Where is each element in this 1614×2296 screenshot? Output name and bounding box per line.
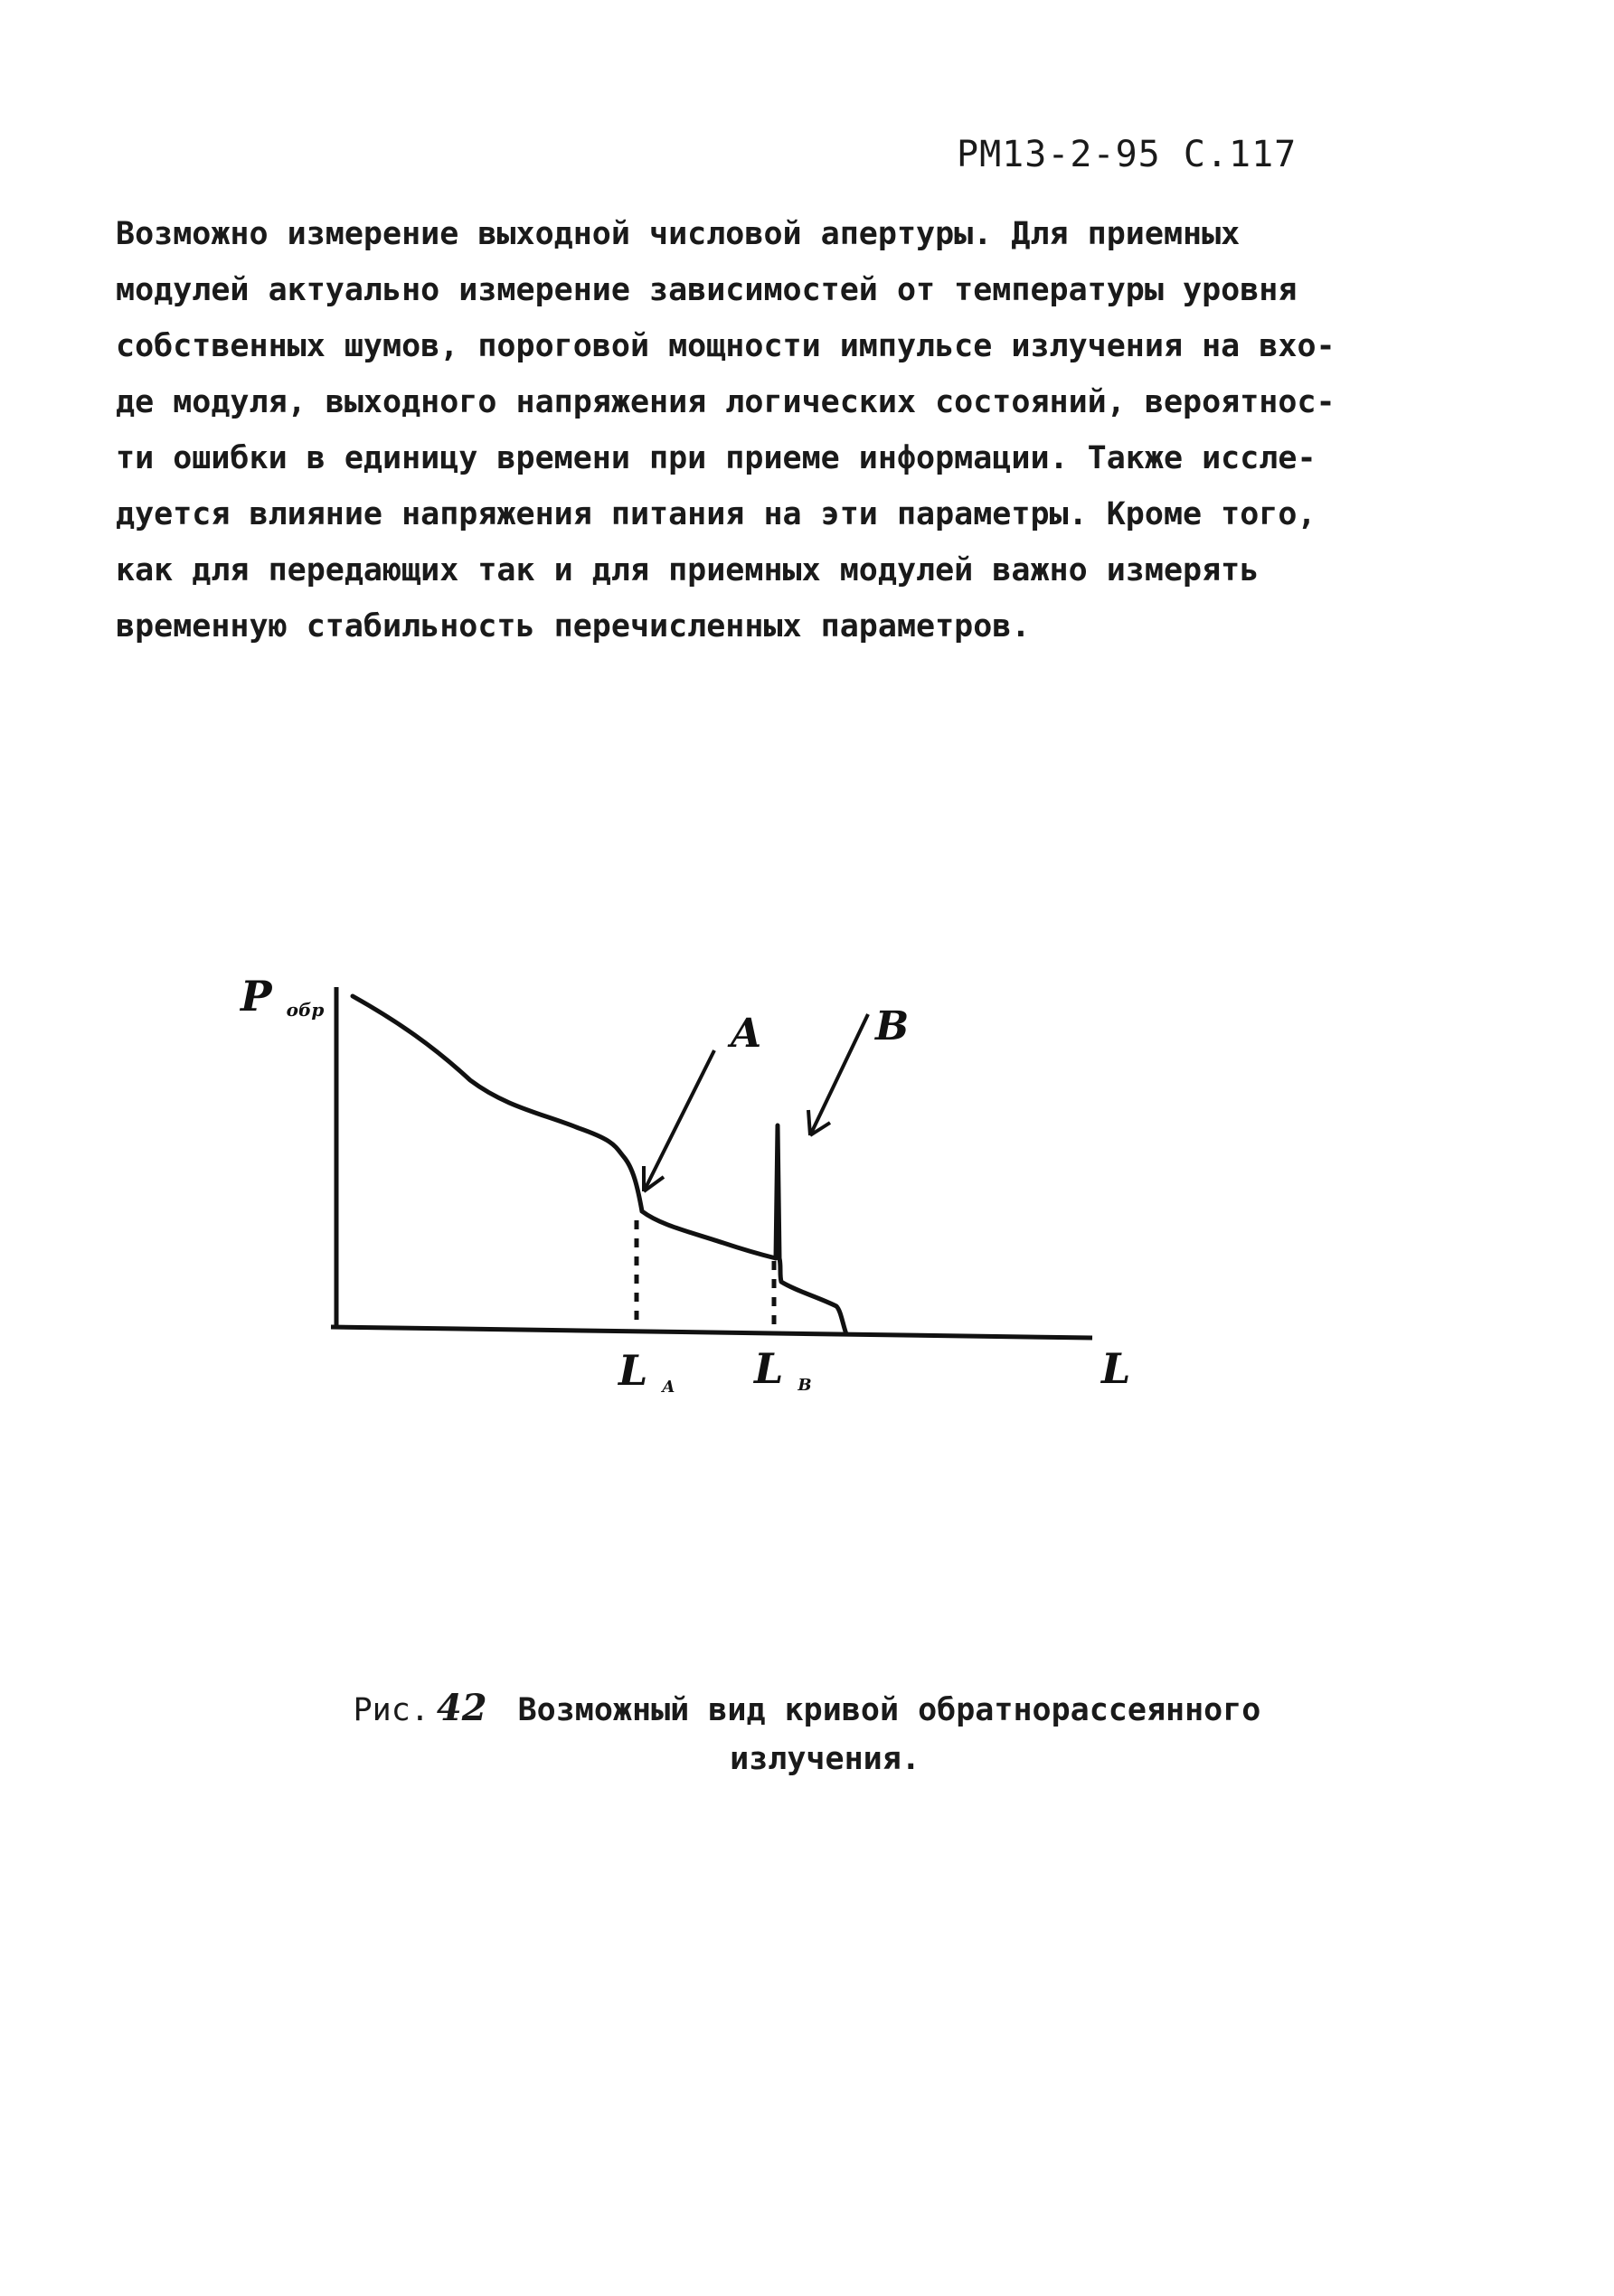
paragraph-line: ти ошибки в единицу времени при приеме информации. Также иссле- (116, 440, 1317, 476)
tick-lb-symbol: L (754, 1344, 784, 1393)
paragraph-line: временную стабильность перечисленных параметров. (116, 608, 1031, 645)
curve-spike-b (776, 1125, 846, 1334)
document-code: РМ13-2-95 С.117 (957, 134, 1298, 175)
caption-line-2: излучения. (730, 1741, 920, 1777)
backscatter-curve (353, 996, 776, 1258)
marker-b-label: B (875, 1003, 910, 1049)
paragraph-line: как для передающих так и для приемных модулей важно измерять (116, 552, 1260, 588)
figure-caption (0, 1683, 1614, 1784)
caption-text: Возможный вид кривой обратнорассеянного (517, 1692, 1261, 1728)
paragraph-line: дуется влияние напряжения питания на эти параметры. Кроме того, (116, 496, 1317, 532)
caption-line-1 (0, 1683, 1614, 1734)
paragraph-line: модулей актуально измерение зависимостей от температуры уровня (116, 272, 1298, 308)
tick-la-label (617, 1346, 675, 1397)
tick-la-subscript: A (662, 1378, 675, 1397)
x-axis (331, 1327, 1092, 1338)
tick-la-symbol: L (618, 1346, 648, 1395)
caption-prefix: Рис. (353, 1692, 429, 1728)
x-axis-label: L (1101, 1344, 1131, 1393)
paragraph-line: собственных шумов, пороговой мощности импульсе излучения на вхо- (116, 328, 1336, 364)
y-axis-symbol: P (241, 972, 272, 1021)
tick-lb-label (752, 1344, 812, 1395)
y-axis-label (239, 972, 324, 1021)
y-axis-subscript: обр (286, 999, 325, 1021)
caption-number: 42 (436, 1687, 487, 1729)
tick-lb-subscript: B (798, 1376, 812, 1395)
paragraph-line: Возможно измерение выходной числовой апертуры. Для приемных (116, 216, 1241, 252)
arrow-a-shaft (644, 1050, 714, 1191)
paragraph-line: де модуля, выходного напряжения логических состояний, вероятнос- (116, 384, 1336, 420)
arrow-b-shaft (810, 1014, 868, 1135)
marker-a-label: A (731, 1011, 762, 1057)
